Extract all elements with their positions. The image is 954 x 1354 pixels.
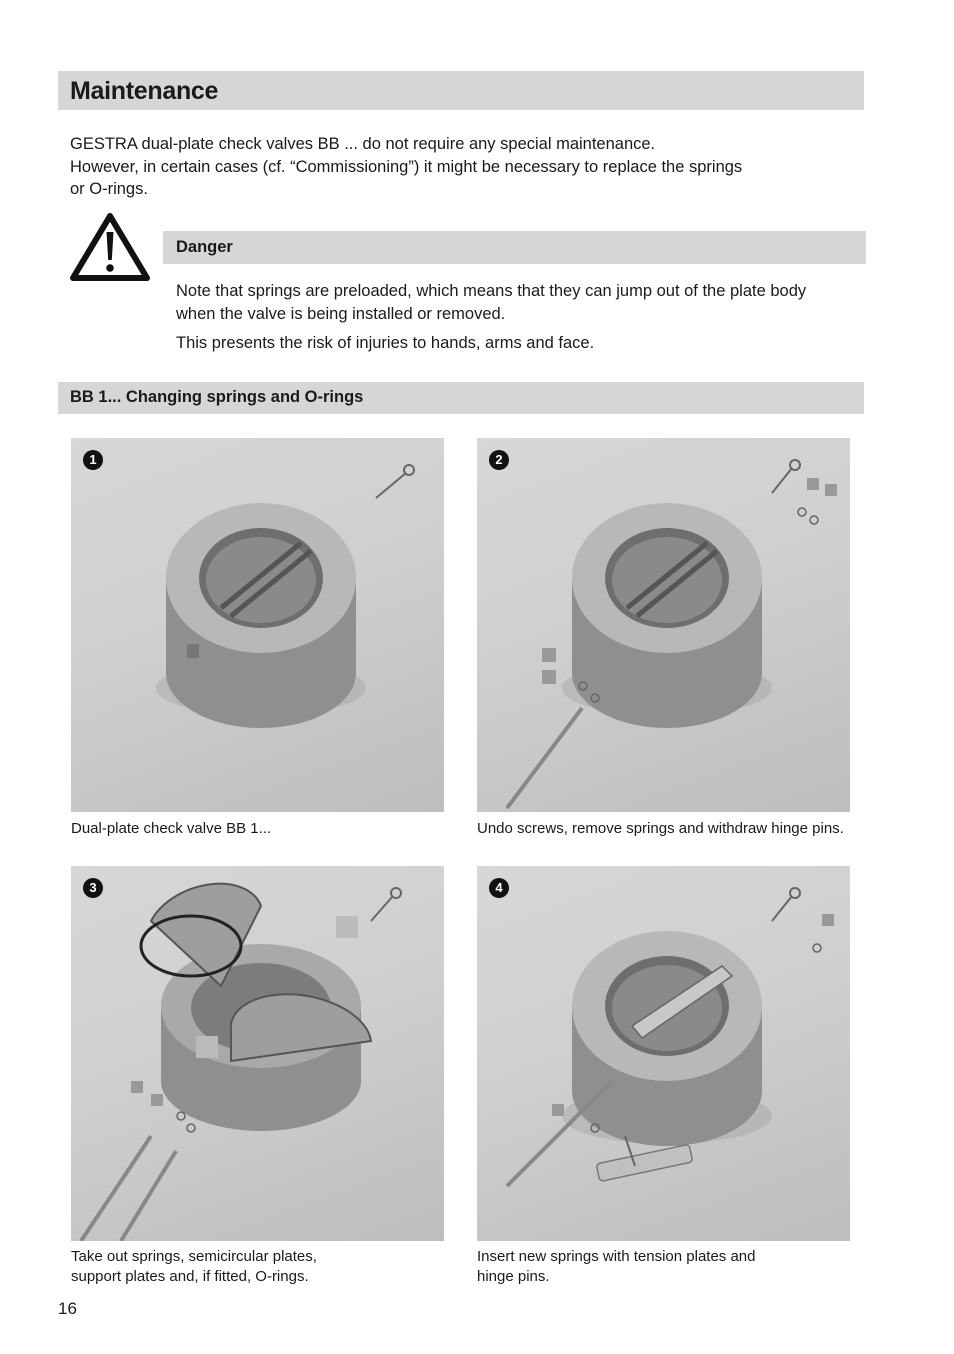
figure-number-badge: 4: [489, 878, 509, 898]
danger-bar: [163, 231, 866, 264]
figure-caption: [71, 1247, 444, 1287]
photo-valve-assembled: [71, 438, 444, 812]
figure-number-badge: 2: [489, 450, 509, 470]
caption-line: support plates and, if fitted, O-rings.: [71, 1268, 309, 1285]
danger-paragraph-2: This presents the risk of injuries to hands, arms and face.: [176, 334, 595, 352]
figure-number-badge: 1: [83, 450, 103, 470]
photo-valve-disassembly: [477, 438, 850, 812]
photo-valve-reassembly: [477, 866, 850, 1241]
intro-line: GESTRA dual-plate check valves BB ... do not require any special maintenance.: [70, 135, 656, 153]
caption-line: Take out springs, semicircular plates,: [71, 1248, 317, 1265]
caption-line: hinge pins.: [477, 1268, 550, 1285]
caption-line: Undo screws, remove springs and withdraw hinge pins.: [477, 820, 844, 837]
danger-text: [176, 280, 856, 362]
figure-caption: [477, 1247, 850, 1287]
caption-line: Insert new springs with tension plates and: [477, 1248, 756, 1265]
danger-line: when the valve is being installed or removed.: [176, 304, 506, 323]
page-title: Maintenance: [70, 77, 219, 105]
figure-number-badge: 3: [83, 878, 103, 898]
intro-text: [70, 133, 790, 201]
warning-triangle-icon: [70, 212, 150, 282]
photo-valve-plates-removed: [71, 866, 444, 1241]
caption-line: Dual-plate check valve BB 1...: [71, 820, 272, 837]
danger-paragraph: [176, 280, 856, 325]
section-title-bar: [58, 71, 864, 110]
subsection-title: BB 1... Changing springs and O-rings: [70, 388, 364, 406]
figure-caption: [477, 819, 857, 839]
page-number: 16: [58, 1299, 77, 1318]
danger-title: Danger: [176, 238, 233, 256]
danger-line: Note that springs are preloaded, which means that they can jump out of the plate body: [176, 282, 807, 300]
figure-caption: [71, 819, 444, 839]
subsection-title-bar: [58, 382, 864, 414]
intro-line: However, in certain cases (cf. “Commissioning”) it might be necessary to replace the springs: [70, 157, 743, 176]
intro-line: or O-rings.: [70, 180, 148, 198]
